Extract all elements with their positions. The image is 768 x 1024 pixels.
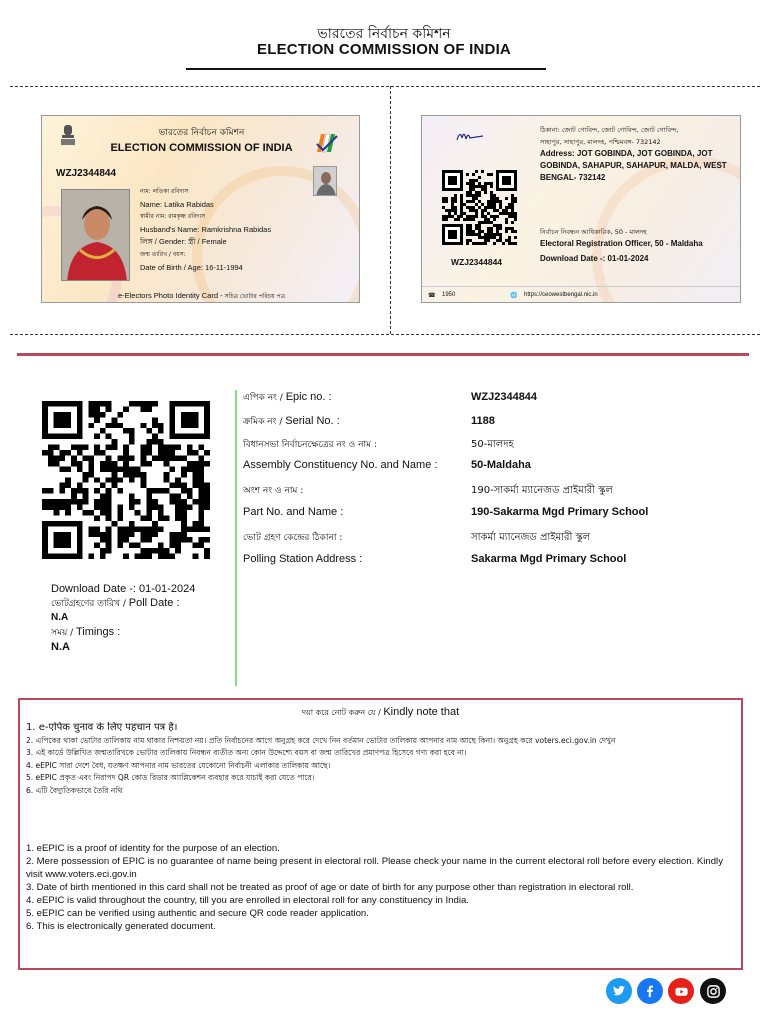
poll-date-label: Poll Date :: [128, 597, 180, 609]
card-type-label-bengali: সচিত্র ভোটার পরিচয় পত্র: [224, 293, 286, 300]
address-english: Address: JOT GOBINDA, JOT GOBINDA, JOT GOBINDA, SAHAPUR, SAHAPUR, MALDA, WEST BENGAL- 732142: [540, 149, 727, 182]
polling-station-value-bengali: সাকর্মা ম্যানেজড প্রাইমারী স্কুল: [471, 532, 591, 543]
instagram-icon[interactable]: [700, 978, 726, 1004]
voter-photo-thumbnail: [313, 166, 337, 196]
vertical-divider: [235, 390, 237, 686]
serial-label-english: Serial No. :: [285, 415, 340, 427]
ac-label: Assembly Constituency No. and Name :: [243, 459, 438, 471]
timings-label: Timings :: [76, 626, 121, 638]
card-title: ELECTION COMMISSION OF INDIA: [110, 142, 293, 154]
notes-box: [18, 698, 743, 970]
address-bengali-line-2: সাহাপুর, সাহাপুর, মালদহ, পশ্চিমবঙ্গ- 732142: [540, 138, 661, 146]
card-qr-code: [442, 170, 517, 245]
poll-date-label-bengali: ভোটগ্রহণের তারিখ /: [51, 599, 129, 609]
list-item: 1. e-एपिक चुनाव के लिए पहचान पत्र है।: [26, 722, 178, 733]
list-item: 4. eEPIC is valid throughout the country, till you are enrolled in electoral roll for any constituency in India.: [26, 895, 469, 906]
list-item: 6. This is electronically generated document.: [26, 921, 216, 932]
polling-station-label: Polling Station Address :: [243, 553, 363, 565]
date-of-birth: Date of Birth / Age: 16-11-1994: [140, 262, 243, 272]
card-download-date: Download Date -: 01-01-2024: [540, 254, 649, 263]
polling-station-value: Sakarma Mgd Primary School: [471, 553, 627, 565]
cut-line-bottom: [10, 334, 760, 335]
list-item: 5. eEPIC can be verified using authentic and secure QR code reader application.: [26, 908, 369, 919]
dob-bengali: জন্ম তারিখ / বয়স:: [140, 250, 186, 258]
list-item: 1. eEPIC is a proof of identity for the purpose of an election.: [26, 843, 280, 854]
part-label: Part No. and Name :: [243, 506, 344, 518]
notes-title: [20, 706, 741, 720]
polling-station-label-bengali-text: ভোট গ্রহণ কেন্দ্রের ঠিকানা :: [243, 533, 343, 543]
address-bengali-line-1: ঠিকানা: জোট গোবিন্দ, জোট গোবিন্দ, জোট গোবিন্দ,: [540, 126, 679, 134]
header-title-bengali: ভারতের নির্বাচন কমিশন: [317, 26, 451, 42]
section-divider: [17, 353, 749, 356]
download-date: Download Date -: 01-01-2024: [51, 583, 196, 595]
card-voter-fields: [140, 186, 271, 274]
card-epic-number: WZJ2344844: [56, 168, 117, 179]
helpline-number: 1950: [442, 292, 456, 298]
timings-label-bengali: সময় /: [51, 628, 76, 638]
signature-icon: [456, 128, 484, 142]
serial-label: [243, 414, 340, 429]
name-bengali: নাম: লতিকা রবিদাস: [140, 188, 189, 195]
card-front-footer: [42, 291, 360, 302]
part-label-bengali-text: অংশ নং ও নাম :: [243, 486, 304, 496]
list-item: 2. Mere possession of EPIC is no guarantee of name being present in electoral roll. Please check your name in the current electoral roll before every election. Kindly visit www.voters.eci.gov.in: [26, 856, 723, 880]
notes-title-english: Kindly note that: [383, 706, 460, 718]
ero-details: [540, 227, 738, 249]
husband-name: Husband's Name: Ramkrishna Rabidas: [140, 224, 272, 234]
card-address: [540, 124, 738, 184]
timings-value: N.A: [51, 641, 70, 653]
voter-name: Name: Latika Rabidas: [140, 199, 214, 209]
cut-line-vertical: [390, 86, 391, 334]
list-item: 3. এই কার্ডে উল্লিখিত জন্মতারিখকে ভোটার তালিকায় নিবন্ধন ব্যতীত অন্য কোন উদ্দেশ্যে বয়স বা জন্ম তারিখের প্রমাণপত্র হিসেবে গণ্য করা হবে না।: [26, 748, 467, 757]
card-back-footer: [422, 286, 741, 303]
ero-english: Electoral Registration Officer, 50 - Maldaha: [540, 239, 703, 248]
serial-label-bengali: ক্রমিক নং /: [243, 417, 286, 427]
poll-date-value: N.A: [51, 612, 69, 623]
notes-list-bengali: [26, 722, 736, 797]
ac-label-bengali: [243, 437, 377, 452]
card-type-label: e-Electors Photo Identity Card -: [117, 291, 225, 300]
ac-value: 50-Maldaha: [471, 459, 531, 471]
card-back: [421, 115, 741, 303]
husband-name-bengali: স্বামীর নাম: রামকৃষ্ণ রবিদাস: [140, 213, 206, 221]
polling-station-label-bengali: [243, 530, 342, 545]
card-back-epic-number: WZJ2344844: [451, 257, 503, 267]
voter-photo: [61, 189, 130, 281]
part-value-bengali: 190-সাকর্মা ম্যানেজড প্রাইমারী স্কুল: [471, 485, 613, 496]
epic-label: [243, 390, 332, 405]
eci-logo-icon: [311, 128, 341, 158]
twitter-icon[interactable]: [606, 978, 632, 1004]
epic-qr-code: [42, 401, 210, 559]
gender: লিঙ্গ / Gender: স্ত্রী / Female: [140, 237, 227, 247]
ero-bengali: নির্বাচন নিবন্ধন আধিকারিক, 50 - মালদহ: [540, 228, 647, 236]
card-title-bengali: ভারতের নির্বাচন কমিশন: [158, 128, 245, 138]
youtube-icon[interactable]: [668, 978, 694, 1004]
list-item: 2. এপিকের থাকা ভোটার তালিকায় নাম থাকার নিশ্চয়তা নয়। প্রতি নির্বাচনের আগে অনুগ্রহ করে দেখে নিন বর্তমান ভোটার তালিকায় আপনার নাম আছে কিনা। অনুগ্রহ করে voters.eci.gov.in দেখুন: [26, 735, 616, 745]
list-item: 5. eEPIC প্রকৃত এবং নিরাপদ QR কোড রিডার অ্যাপ্লিকেশন ব্যবহার করে যাচাই করা যেতে পারে।: [26, 773, 315, 782]
header-title: ELECTION COMMISSION OF INDIA: [257, 41, 511, 58]
list-item: 3. Date of birth mentioned in this card shall not be treated as proof of age or date of birth for any purpose other than registration in electoral roll.: [26, 882, 634, 893]
download-poll-info: [51, 582, 195, 654]
phone-icon: ☎: [428, 293, 436, 299]
part-value: 190-Sakarma Mgd Primary School: [471, 506, 649, 518]
card-front: [41, 115, 360, 303]
list-item: 4. eEPIC সারা দেশে বৈধ, যতক্ষণ আপনার নাম ভারতের যেকোনো নির্বাচনী এলাকার তালিকায় আছে।: [26, 760, 331, 770]
epic-label-bengali: এপিক নং /: [243, 393, 286, 403]
notes-list-english: [26, 842, 738, 933]
cut-line-top: [10, 86, 760, 87]
epic-value: WZJ2344844: [471, 391, 538, 403]
facebook-icon[interactable]: [637, 978, 663, 1004]
ac-value-bengali: 50-মালদহ: [471, 439, 514, 450]
website-url: https://ceowestbengal.nic.in: [524, 292, 598, 298]
ac-label-bengali-text: বিধানসভা নির্বাচনক্ষেত্রের নং ও নাম :: [243, 440, 377, 450]
part-label-bengali: [243, 483, 303, 498]
list-item: 6. এটি বৈদ্যুতিকভাবে তৈরি নথি: [26, 785, 123, 795]
header-underline: [186, 68, 546, 70]
globe-icon: 🌐: [510, 293, 518, 299]
notes-title-bengali: দয়া করে নোট করুন যে /: [301, 708, 384, 717]
epic-label-english: Epic no. :: [285, 391, 332, 403]
serial-value: 1188: [471, 415, 495, 427]
